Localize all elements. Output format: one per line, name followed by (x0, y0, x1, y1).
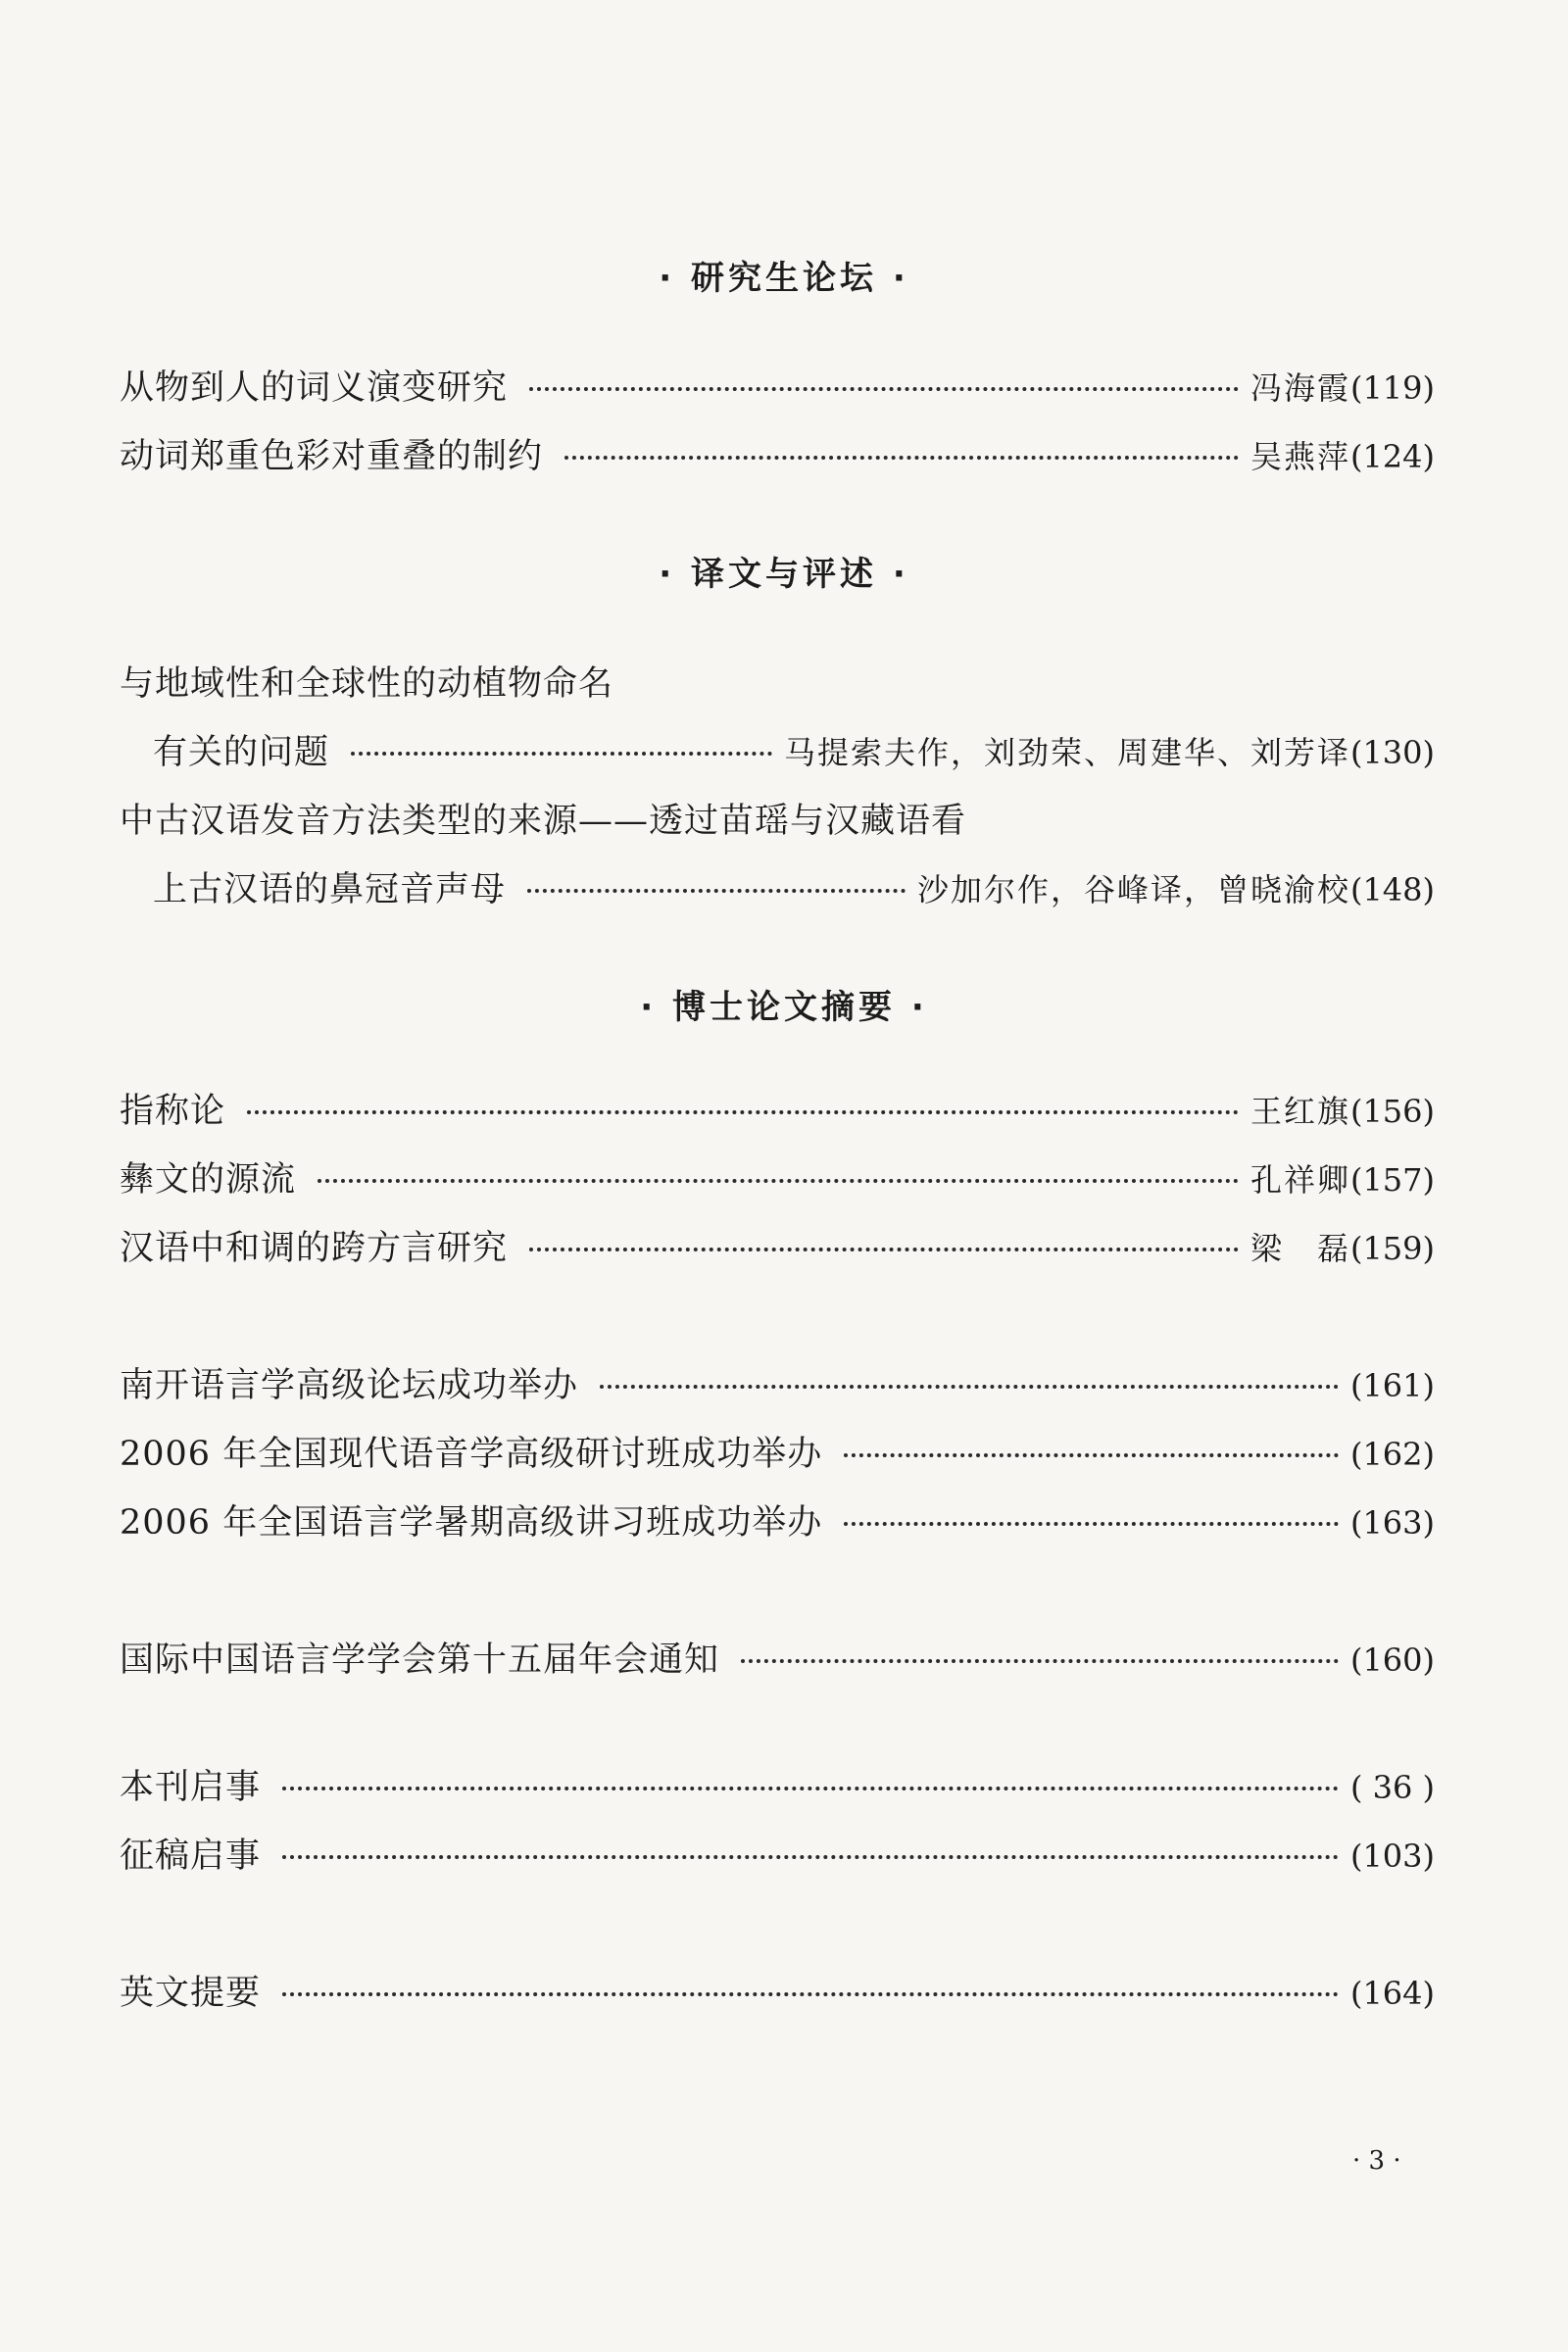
toc-entry[interactable] (120, 1084, 1435, 1129)
entry-title-line1: 与地域性和全球性的动植物命名 (120, 664, 614, 704)
dot-leader (351, 752, 772, 756)
entry-title: 从物到人的词义演变研究 (120, 368, 509, 408)
dot-leader (564, 456, 1239, 460)
entry-title: 2006 年全国现代语音学高级研讨班成功举办 (120, 1435, 823, 1474)
entry-title: 有关的问题 (153, 733, 330, 772)
entry-page: (157) (1349, 1161, 1435, 1199)
entry-author: 孔祥卿 (1250, 1161, 1350, 1199)
entry-title: 征稿启事 (120, 1837, 262, 1876)
toc-entry[interactable] (153, 725, 1435, 770)
entry-author: 马提索夫作，刘劲荣、周建华、刘芳译 (783, 734, 1350, 771)
entry-page: (160) (1349, 1642, 1435, 1679)
toc-entry[interactable] (120, 361, 1435, 406)
entry-page: (161) (1349, 1367, 1435, 1404)
toc-entry[interactable] (120, 1427, 1435, 1472)
entry-title: 汉语中和调的跨方言研究 (120, 1229, 509, 1268)
entry-author: 梁 磊 (1250, 1230, 1350, 1267)
toc-entry[interactable] (120, 1760, 1435, 1805)
dot-leader (844, 1522, 1339, 1526)
entry-author: 冯海霞 (1250, 369, 1350, 407)
toc-entry[interactable] (120, 1152, 1435, 1198)
entry-page: (162) (1349, 1436, 1435, 1473)
entry-page: (164) (1349, 1975, 1435, 2012)
entry-page: (124) (1349, 438, 1435, 475)
section-heading-translation-review: · 译文与评述 · (659, 555, 909, 594)
entry-page: (119) (1349, 369, 1435, 407)
entry-title: 指称论 (120, 1092, 226, 1131)
entry-author: 王红旗 (1250, 1093, 1350, 1130)
entry-title-line1: 中古汉语发音方法类型的来源——透过苗瑶与汉藏语看 (120, 802, 967, 841)
dot-leader (282, 1855, 1339, 1859)
dot-leader (529, 387, 1239, 391)
entry-title: 本刊启事 (120, 1768, 262, 1807)
entry-title: 动词郑重色彩对重叠的制约 (120, 437, 544, 476)
toc-entry[interactable] (120, 1829, 1435, 1874)
entry-page: (103) (1349, 1838, 1435, 1875)
toc-entry[interactable] (120, 1495, 1435, 1541)
entry-title: 彝文的源流 (120, 1160, 297, 1200)
entry-page: (159) (1349, 1230, 1435, 1267)
entry-title: 英文提要 (120, 1974, 262, 2013)
entry-title: 南开语言学高级论坛成功举办 (120, 1366, 579, 1405)
dot-leader (741, 1659, 1339, 1663)
toc-entry[interactable] (120, 429, 1435, 474)
dot-leader (247, 1110, 1239, 1114)
dot-leader (282, 1787, 1339, 1790)
toc-entry[interactable] (120, 1358, 1435, 1403)
dot-leader (527, 889, 906, 893)
entry-author: 沙加尔作，谷峰译，曾晓渝校 (916, 871, 1350, 908)
toc-entry[interactable] (120, 1221, 1435, 1266)
entry-title: 国际中国语言学学会第十五届年会通知 (120, 1641, 720, 1680)
toc-entry[interactable] (120, 1966, 1435, 2011)
dot-leader (600, 1385, 1339, 1389)
entry-title: 上古汉语的鼻冠音声母 (153, 870, 507, 909)
toc-entry[interactable] (153, 862, 1435, 907)
entry-author: 吴燕萍 (1250, 438, 1350, 475)
section-heading-graduate-forum: · 研究生论坛 · (659, 259, 909, 298)
page-number: · 3 · (1352, 2146, 1401, 2176)
dot-leader (318, 1179, 1239, 1183)
toc-entry[interactable] (120, 1633, 1435, 1678)
entry-page: (156) (1349, 1093, 1435, 1130)
dot-leader (529, 1248, 1239, 1251)
entry-title: 2006 年全国语言学暑期高级讲习班成功举办 (120, 1503, 823, 1543)
entry-page: (148) (1349, 871, 1435, 908)
entry-page: (130) (1349, 734, 1435, 771)
entry-page: ( 36 ) (1349, 1769, 1435, 1806)
dot-leader (844, 1453, 1339, 1457)
section-heading-phd-abstracts: · 博士论文摘要 · (640, 988, 928, 1027)
entry-page: (163) (1349, 1504, 1435, 1542)
dot-leader (282, 1992, 1339, 1996)
